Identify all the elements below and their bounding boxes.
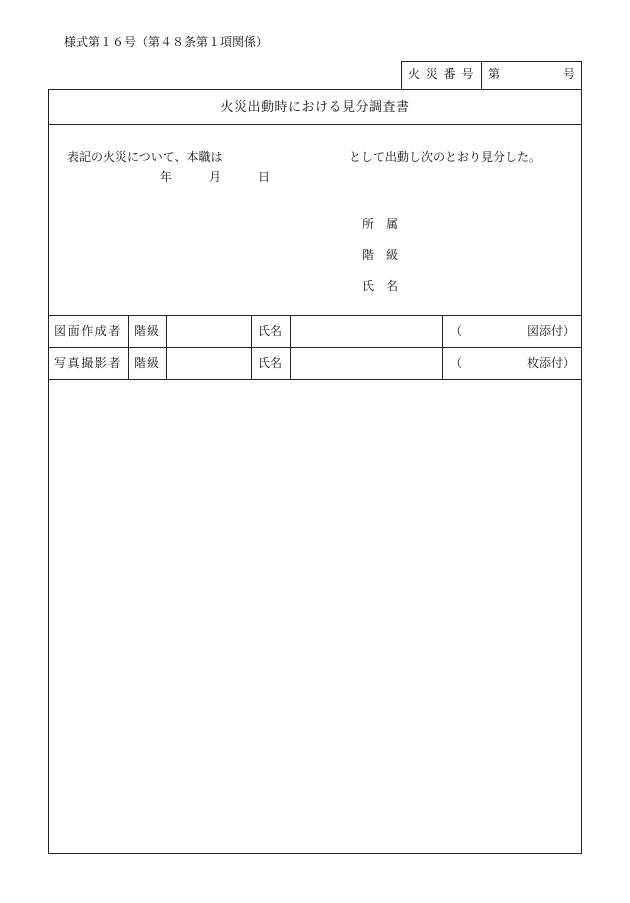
- officer-affiliation-label: 所 属: [362, 217, 399, 231]
- row-role: 図面作成者: [54, 324, 123, 338]
- row-attach: 枚添付）: [527, 356, 576, 370]
- drawing-area[interactable]: [50, 381, 580, 852]
- statement-part2: として出動し次のとおり見分した。: [349, 150, 542, 164]
- form-title: 火災出動時における見分調査書: [220, 100, 410, 115]
- officer-name-label: 氏 名: [362, 279, 399, 293]
- fire-number-prefix: 第: [488, 67, 501, 81]
- date-month: 月: [209, 170, 222, 184]
- fire-number-suffix: 号: [563, 67, 576, 81]
- officer-rank-label: 階 級: [362, 248, 399, 262]
- row-attach: 図添付）: [527, 324, 576, 338]
- row-role: 写真撮影者: [54, 356, 123, 370]
- row-name-label: 氏名: [258, 356, 283, 370]
- row-rank-label: 階級: [134, 356, 161, 370]
- row-open-paren: （: [450, 324, 463, 338]
- row-name-label: 氏名: [258, 324, 283, 338]
- date-year: 年: [160, 170, 173, 184]
- row-rank-label: 階級: [134, 324, 161, 338]
- fire-number-label: 火 災 番 号: [408, 67, 475, 81]
- form-label: 様式第１６号（第４８条第１項関係）: [64, 35, 269, 49]
- row-open-paren: （: [450, 356, 463, 370]
- date-day: 日: [258, 170, 271, 184]
- statement-part1: 表記の火災について、本職は: [67, 150, 223, 164]
